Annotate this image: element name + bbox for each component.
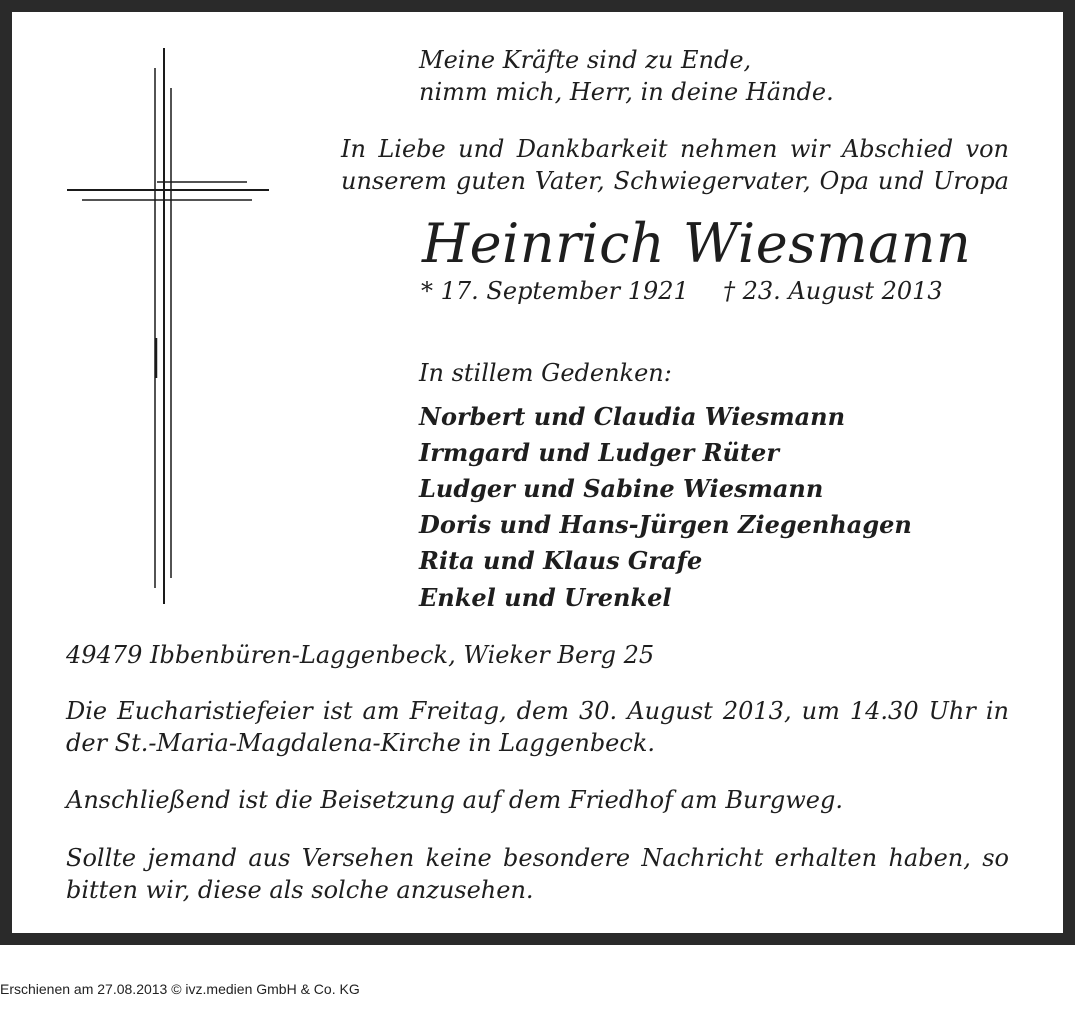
service-info: Die Eucharistiefeier ist am Freitag, dem 30. August 2013, um 14.30 Uhr in der St.-Maria-Magdalena-Kirche in Laggenbeck. — [66, 697, 1009, 757]
mourner-name: Doris und Hans-Jürgen Ziegenhagen — [419, 510, 912, 539]
intro-line-1: In Liebe und Dankbarkeit nehmen wir Abschied von — [341, 135, 1009, 163]
verse-line-1: Meine Kräfte sind zu Ende, — [419, 46, 752, 74]
mourner-name: Enkel und Urenkel — [419, 583, 672, 612]
publication-footer: Erschienen am 27.08.2013 © ivz.medien GmbH & Co. KG — [0, 981, 360, 997]
mourner-name: Ludger und Sabine Wiesmann — [419, 474, 824, 503]
mourner-name: Rita und Klaus Grafe — [419, 546, 703, 575]
death-date: † 23. August 2013 — [723, 277, 943, 305]
burial-info: Anschließend ist die Beisetzung auf dem Friedhof am Burgweg. — [66, 786, 843, 814]
birth-date: * 17. September 1921 — [421, 277, 689, 305]
mourner-name: Norbert und Claudia Wiesmann — [419, 402, 846, 431]
notice-text: Sollte jemand aus Versehen keine besondere Nachricht erhalten haben, so bitten wir, diese als solche anzusehen. — [66, 844, 1009, 904]
memory-heading: In stillem Gedenken: — [419, 359, 672, 387]
obituary-card — [12, 12, 1063, 933]
intro-line-2: unserem guten Vater, Schwiegervater, Opa und Uropa — [341, 167, 1009, 195]
mourner-name: Irmgard und Ludger Rüter — [419, 438, 779, 467]
cross-icon — [62, 48, 272, 608]
address: 49479 Ibbenbüren-Laggenbeck, Wieker Berg 25 — [66, 641, 655, 669]
verse-line-2: nimm mich, Herr, in deine Hände. — [419, 78, 834, 106]
deceased-name: Heinrich Wiesmann — [422, 212, 972, 275]
